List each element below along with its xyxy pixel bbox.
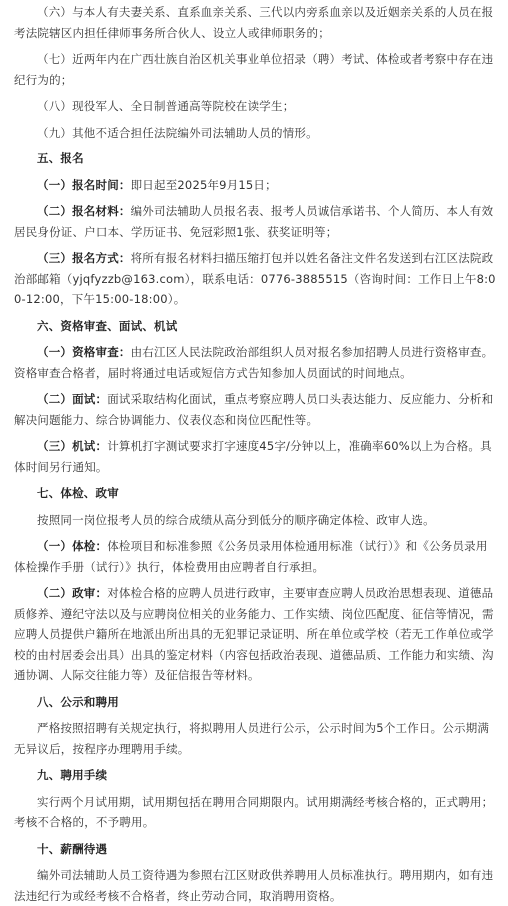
section-heading-salary: 十、薪酬待遇 — [37, 841, 108, 856]
publicity-text: 严格按照招聘有关规定执行，将拟聘用人员进行公示，公示时间为5个工作日。公示期满无异议后，按程序办理聘用手续。 — [14, 721, 490, 756]
medical-exam — [14, 536, 496, 577]
political-review — [14, 583, 496, 686]
registration-time-label: （一）报名时间： — [37, 177, 131, 192]
interview-text: 面试采取结构化面试，重点考察应聘人员口头表达能力、反应能力、分析和解决问题能力、综合协调能力、仪表仪态和岗位匹配性等。 — [14, 392, 494, 427]
registration-materials — [14, 201, 496, 242]
registration-method-text: 将所有报名材料扫描压缩打包并以姓名备注文件名发送到右江区法院政治部邮箱（yjqfyzzb@163.com），联系电话：0776-3885515（咨询时间：工作日上午8:00-12:00，下午15:00-18:00）。 — [14, 251, 496, 306]
qualification-review-text: 由右江区人民法院政治部组织人员对报名参加招聘人员进行资格审查。资格审查合格者，届时将通过电话或短信方式告知参加人员面试的时间地点。 — [14, 345, 494, 380]
section-heading-procedure: 九、聘用手续 — [37, 768, 108, 782]
section-heading-registration: 五、报名 — [37, 151, 84, 165]
registration-method — [14, 248, 496, 310]
section-heading-review: 六、资格审查、面试、机试 — [37, 318, 178, 333]
political-review-text: 对体检合格的应聘人员进行政审，主要审查应聘人员政治思想表现、道德品质修养、遵纪守法以及与应聘岗位相关的业务能力、工作实绩、岗位匹配度、征信等情况，需应聘人员提供户籍所在地派出所出具的无犯罪记录证明、所在单位或学校（若无工作单位或学校的由村居委会出具）出具的鉴定材料（内容包括政治表现、道德品质、工作能力和实绩、沟通协调、人际交往能力等）及征信报告等材料。 — [14, 586, 494, 682]
qualification-review-label: （一）资格审查： — [37, 345, 131, 359]
registration-method-label: （三）报名方式： — [37, 251, 131, 265]
computer-test-label: （三）机试： — [37, 439, 108, 453]
computer-test-text: 计算机打字测试要求打字速度45字/分钟以上，准确率60%以上为合格。具体时间另行通知。 — [14, 439, 492, 474]
section-heading-publicity: 八、公示和聘用 — [37, 694, 119, 709]
interview — [14, 389, 496, 430]
condition-item-9: （九）其他不适合担任法院编外司法辅助人员的情形。 — [37, 125, 318, 140]
medical-exam-label: （一）体检： — [37, 539, 108, 553]
interview-label: （二）面试： — [37, 392, 108, 406]
medical-exam-text: 体检项目和标准参照《公务员录用体检通用标准（试行）》和《公务员录用体检操作手册（试行）》执行，体检费用由应聘者自行承担。 — [14, 539, 488, 574]
procedure-text: 实行两个月试用期，试用期包括在聘用合同期限内。试用期满经考核合格的，正式聘用；考核不合格的，不予聘用。 — [14, 794, 494, 829]
computer-test — [14, 436, 496, 477]
registration-time — [14, 175, 496, 196]
registration-materials-text: 编外司法辅助人员报名表、报考人员诚信承诺书、个人简历、本人有效居民身份证、户口本、学历证书、免冠彩照1张、获奖证明等； — [14, 204, 494, 239]
political-review-label: （二）政审： — [37, 586, 108, 600]
medical-intro: 按照同一岗位报考人员的综合成绩从高分到低分的顺序确定体检、政审人选。 — [37, 512, 435, 527]
registration-materials-label: （二）报名材料： — [37, 204, 131, 218]
condition-item-7: （七）近两年内在广西壮族自治区机关事业单位招录（聘）考试、体检或者考察中存在违纪行为的； — [14, 52, 494, 87]
registration-time-text: 即日起至2025年9月15日； — [130, 177, 277, 192]
section-heading-medical: 七、体检、政审 — [37, 486, 119, 500]
condition-item-6: （六）与本人有夫妻关系、直系血亲关系、三代以内旁系血亲以及近姻亲关系的人员在报考法院辖区内担任律师事务所合伙人、设立人或律师职务的； — [14, 5, 494, 40]
salary-text: 编外司法辅助人员工资待遇为参照右江区财政供养聘用人员标准执行。聘用期内，如有违法违纪行为或经考核不合格者，终止劳动合同，取消聘用资格。 — [14, 868, 494, 903]
qualification-review — [14, 342, 496, 383]
condition-item-8: （八）现役军人、全日制普通高等院校在读学生； — [37, 99, 295, 113]
